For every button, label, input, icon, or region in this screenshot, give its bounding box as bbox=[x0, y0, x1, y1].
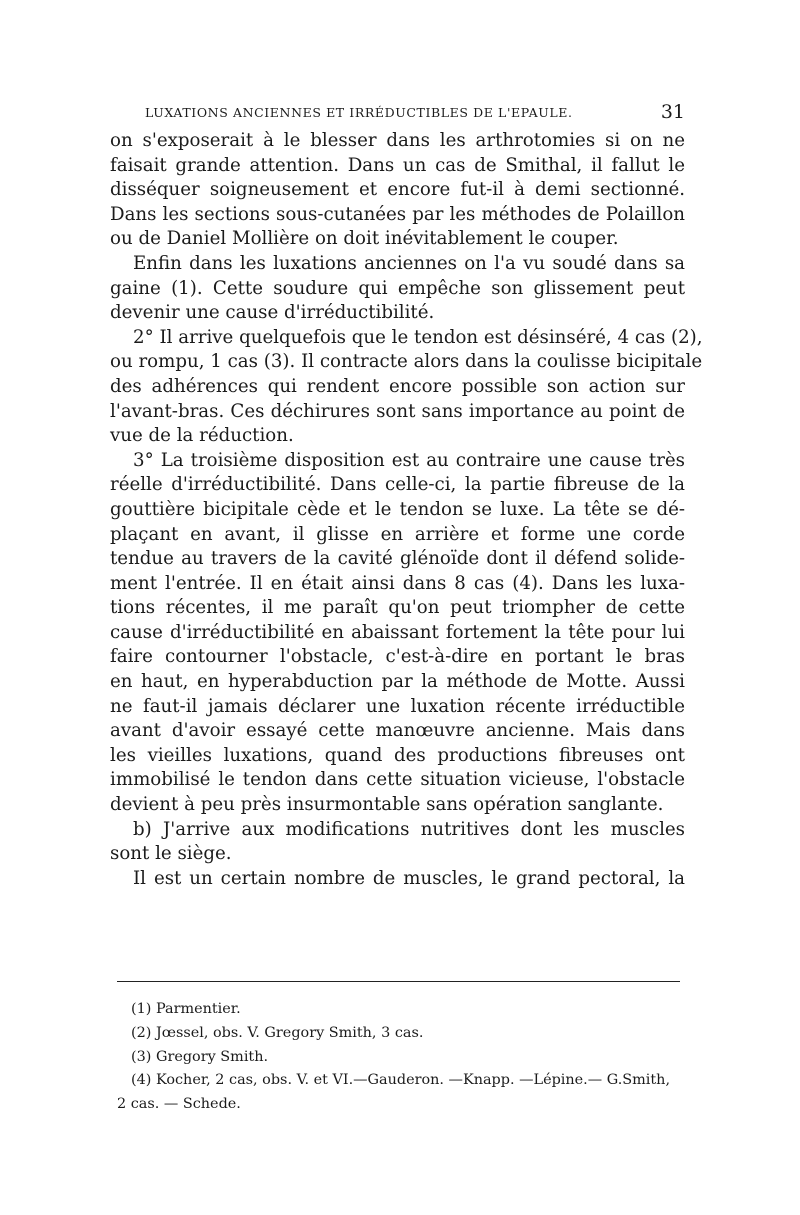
footnote: (3) Gregory Smith. bbox=[131, 1048, 269, 1065]
text-line: réelle d'irréductibilité. Dans celle-ci, la partie fibreuse de la bbox=[110, 474, 685, 496]
paragraph bbox=[110, 449, 685, 818]
text-line: 3° La troisième disposition est au contraire une cause très bbox=[133, 449, 685, 471]
text-line: ou de Daniel Mollière on doit inévitablement le couper. bbox=[110, 228, 619, 250]
footnote: (1) Parmentier. bbox=[131, 1001, 241, 1017]
text-line: devient à peu près insurmontable sans opération sanglante. bbox=[110, 794, 664, 816]
text-line: Dans les sections sous-cutanées par les méthodes de Polaillon bbox=[110, 203, 685, 225]
footnotes bbox=[117, 998, 692, 1117]
text-line: disséquer soigneusement et encore fut-il à demi sectionné. bbox=[110, 179, 685, 201]
text-line: tendue au travers de la cavité glénoïde dont il défend solide- bbox=[110, 548, 685, 570]
text-line: gaine (1). Cette soudure qui empêche son glissement peut bbox=[110, 277, 685, 299]
text-line: avant d'avoir essayé cette manœuvre ancienne. Mais dans bbox=[110, 720, 685, 742]
footnote: (2) Jœssel, obs. V. Gregory Smith, 3 cas. bbox=[131, 1024, 424, 1041]
footnote: 2 cas. — Schede. bbox=[117, 1096, 241, 1113]
body-text bbox=[110, 129, 703, 891]
page-number: 31 bbox=[660, 101, 685, 123]
text-line: gouttière bicipitale cède et le tendon se luxe. La tête se dé- bbox=[110, 498, 685, 520]
text-line: des adhérences qui rendent encore possible son action sur bbox=[110, 375, 685, 397]
text-line: plaçant en avant, il glisse en arrière et forme une corde bbox=[110, 523, 685, 545]
text-line: cause d'irréductibilité en abaissant fortement la tête pour lui bbox=[110, 621, 685, 643]
text-line: faire contourner l'obstacle, c'est-à-dire en portant le bras bbox=[110, 646, 685, 668]
text-line: Enfin dans les luxations anciennes on l'a vu soudé dans sa bbox=[133, 252, 685, 274]
text-line: sont le siège. bbox=[110, 843, 232, 865]
paragraph bbox=[110, 326, 703, 449]
text-line: ne faut-il jamais déclarer une luxation récente irréductible bbox=[110, 695, 685, 717]
text-line: immobilisé le tendon dans cette situation vicieuse, l'obstacle bbox=[110, 769, 685, 791]
paragraph bbox=[110, 818, 685, 867]
running-header bbox=[145, 101, 685, 127]
paragraph bbox=[110, 129, 685, 252]
text-line: ment l'entrée. Il en était ainsi dans 8 cas (4). Dans les luxa- bbox=[110, 572, 685, 594]
text-line: en haut, en hyperabduction par la méthode de Motte. Aussi bbox=[110, 671, 685, 693]
text-line: tions récentes, il me paraît qu'on peut triompher de cette bbox=[110, 597, 685, 619]
text-line: vue de la réduction. bbox=[110, 425, 294, 447]
footnote: (4) Kocher, 2 cas, obs. V. et VI.—Gauderon. —Knapp. —Lépine.— G.Smith, bbox=[131, 1072, 671, 1089]
text-line: devenir une cause d'irréductibilité. bbox=[110, 302, 435, 324]
footnote-rule bbox=[117, 981, 680, 982]
text-line: b) J'arrive aux modifications nutritives dont les muscles bbox=[133, 818, 685, 840]
text-line: on s'exposerait à le blesser dans les arthrotomies si on ne bbox=[110, 130, 685, 151]
text-line: les vieilles luxations, quand des productions fibreuses ont bbox=[110, 744, 685, 766]
text-line: faisait grande attention. Dans un cas de Smithal, il fallut le bbox=[110, 154, 685, 176]
text-line: 2° Il arrive quelquefois que le tendon est désinséré, 4 cas (2), bbox=[133, 326, 703, 348]
paragraph bbox=[110, 252, 685, 326]
running-title: LUXATIONS ANCIENNES ET IRRÉDUCTIBLES DE L'EPAULE. bbox=[145, 105, 573, 120]
text-line: Il est un certain nombre de muscles, le grand pectoral, la bbox=[133, 867, 685, 889]
paragraph bbox=[110, 867, 685, 892]
text-line: ou rompu, 1 cas (3). Il contracte alors dans la coulisse bicipitale bbox=[110, 351, 703, 373]
text-line: l'avant-bras. Ces déchirures sont sans importance au point de bbox=[110, 400, 685, 422]
